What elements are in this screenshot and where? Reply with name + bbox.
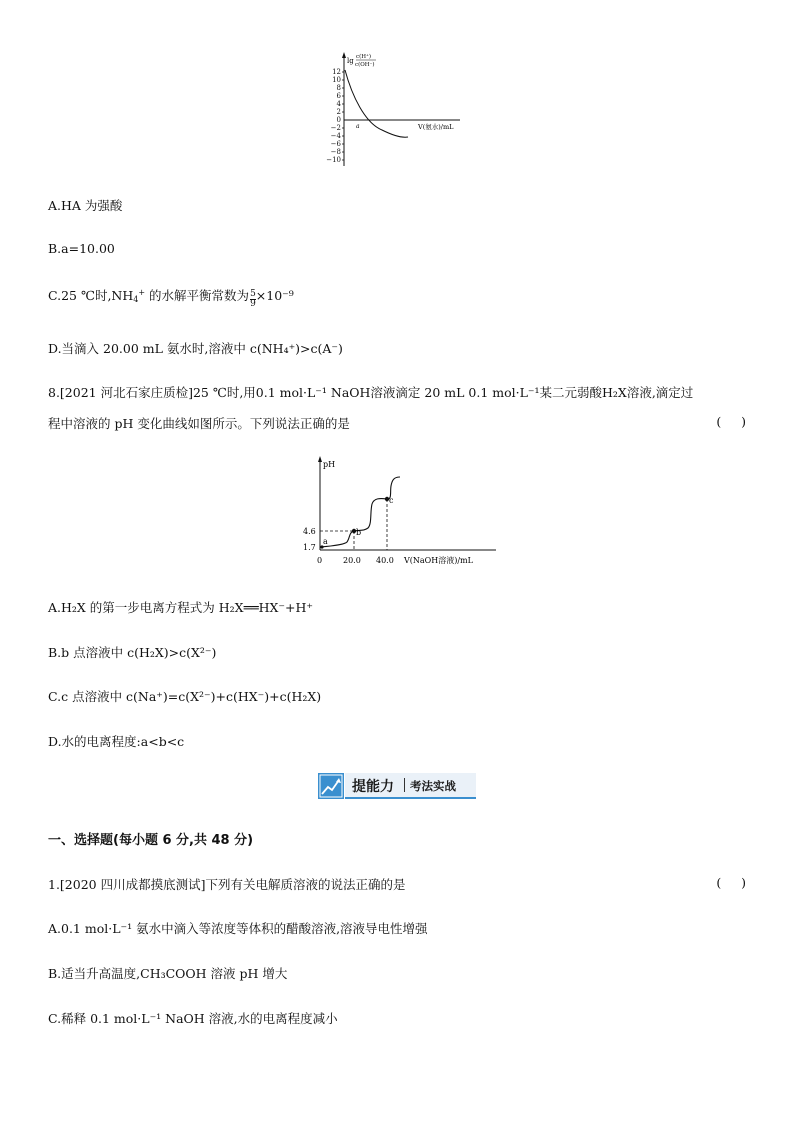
y-label-numerator: c(H⁺) [356,54,372,60]
y-label-denominator: c(OH⁻) [355,62,375,68]
y-tick-4.6: 4.6 [303,527,316,536]
banner-main-title: 提能力 [352,779,394,795]
y-axis-arrow [342,52,346,58]
q8-option-d[interactable]: D.水的电离程度:a<b<c [48,734,185,749]
q1-option-a[interactable]: A.0.1 mol·L⁻¹ 氨水中滴入等浓度等体积的醋酸溶液,溶液导电性增强 [48,921,428,936]
origin-label: 0 [317,556,323,565]
section-banner [318,773,478,799]
q1-option-b[interactable]: B.适当升高温度,CH₃COOH 溶液 pH 增大 [48,966,288,981]
point-a-label: a [356,123,360,130]
fraction-denominator: 9 [250,299,256,309]
q8-option-b[interactable]: B.b 点溶液中 c(H₂X)>c(X²⁻) [48,645,217,660]
y-tick-label: −8 [330,148,341,156]
y-tick-label: −4 [330,132,341,140]
banner-subtitle: 考法实战 [410,779,456,793]
x-tick-20: 20.0 [343,556,361,565]
q7-option-c[interactable] [48,286,294,309]
q8-stem-line2: 程中溶液的 pH 变化曲线如图所示。下列说法正确的是 [48,416,350,431]
point-c-label: c [389,496,394,505]
y-axis-arrow [318,456,322,462]
y-tick-label: 2 [336,108,341,116]
q7-c-post: ×10⁻⁹ [255,288,294,303]
q1-answer-bracket[interactable]: ( ) [716,875,746,890]
q1-stem: 1.[2020 四川成都摸底测试]下列有关电解质溶液的说法正确的是 [48,877,406,892]
q8-answer-bracket[interactable]: ( ) [716,414,746,429]
banner-divider [404,778,405,792]
x-tick-40: 40.0 [376,556,394,565]
q7-c-sup: + [138,288,146,297]
y-tick-label: 6 [336,92,341,100]
q7-c-pre: C.25 ℃时,NH [48,288,134,303]
q8-option-c[interactable]: C.c 点溶液中 c(Na⁺)=c(X²⁻)+c(HX⁻)+c(H₂X) [48,689,322,704]
graph-ph-titration [300,452,500,570]
titration-curve [345,70,408,137]
q1-option-c[interactable]: C.稀释 0.1 mol·L⁻¹ NaOH 溶液,水的电离程度减小 [48,1011,338,1026]
y-tick-label: −10 [326,156,341,164]
graph-lg-ratio [320,48,470,170]
q7-option-d[interactable]: D.当滴入 20.00 mL 氨水时,溶液中 c(NH₄⁺)>c(A⁻) [48,341,343,356]
fraction-numerator: 5 [250,289,256,299]
x-axis-label: V(氨水)/mL [418,123,454,131]
y-tick-label: 10 [332,76,341,84]
y-tick-label: 8 [336,84,341,92]
q7-c-mid: 的水解平衡常数为 [145,288,250,303]
banner-title-box [345,773,476,799]
point-b-label: b [356,528,362,537]
y-tick-label: 4 [336,100,341,108]
q7-option-b[interactable]: B.a=10.00 [48,241,115,256]
section-title: 一、选择题(每小题 6 分,共 48 分) [48,833,254,848]
y-tick-label: 0 [336,116,341,124]
point-a-label: a [323,537,328,546]
y-axis-label: pH [323,460,336,469]
q7-option-a[interactable]: A.HA 为强酸 [48,198,123,213]
q8-stem-line1: 8.[2021 河北石家庄质检]25 ℃时,用0.1 mol·L⁻¹ NaOH溶液滴定 20 mL 0.1 mol·L⁻¹某二元弱酸H₂X溶液,滴定过 [48,385,694,400]
y-tick-label: 12 [332,68,341,76]
q8-option-a[interactable]: A.H₂X 的第一步电离方程式为 H₂X══HX⁻+H⁺ [48,600,313,615]
q7-c-sub: 4 [133,295,139,304]
y-tick-label: −6 [330,140,341,148]
y-tick-label: −2 [330,124,341,132]
x-axis-label: V(NaOH溶液)/mL [404,556,473,565]
y-label-prefix: lg [347,57,354,65]
chart-icon [318,773,344,799]
y-tick-1.7: 1.7 [303,543,316,552]
